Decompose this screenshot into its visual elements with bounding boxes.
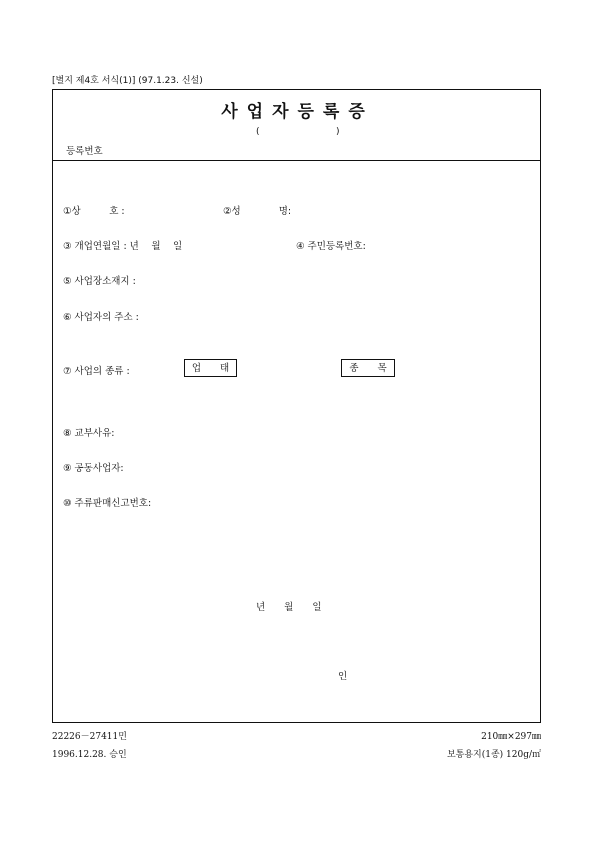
name-field: ②성 명: — [223, 206, 292, 217]
registration-number-label: 등록번호 — [66, 146, 103, 157]
form-frame — [52, 89, 541, 723]
issue-reason-field: ⑧ 교부사유: — [63, 428, 115, 439]
subtitle-paren-open: ( — [256, 127, 260, 137]
liquor-sales-number-field: ⑩ 주류판매신고번호: — [63, 498, 152, 509]
resident-number-field: ④ 주민등록번호: — [296, 241, 366, 252]
owner-address-field: ⑥ 사업자의 주소 : — [63, 312, 139, 323]
header-divider — [52, 160, 541, 161]
page-title: 사업자등록증 — [221, 102, 374, 122]
form-code: 22226－27411민 — [52, 732, 127, 742]
trade-name-field: ①상 호 : — [63, 206, 125, 217]
open-date-field: ③ 개업연월일 : 년 월 일 — [63, 241, 183, 252]
paper-type: 보통용지(1종) 120g/㎡ — [446, 750, 541, 760]
issue-date-line: 년 월 일 — [256, 602, 322, 613]
approval-date: 1996.12.28. 승인 — [52, 750, 127, 760]
paper-size: 210㎜×297㎜ — [481, 732, 541, 742]
business-type-field: ⑦ 사업의 종류 : — [63, 366, 130, 377]
form-designation: [별지 제4호 서식(1)] (97.1.23. 신설) — [52, 76, 203, 86]
seal-mark: 인 — [338, 671, 348, 682]
business-item-box: 종 목 — [341, 359, 395, 377]
subtitle-paren-close: ) — [336, 127, 340, 137]
joint-owner-field: ⑨ 공동사업자: — [63, 463, 124, 474]
business-address-field: ⑤ 사업장소재지 : — [63, 276, 136, 287]
business-kind-box: 업 태 — [184, 359, 237, 377]
